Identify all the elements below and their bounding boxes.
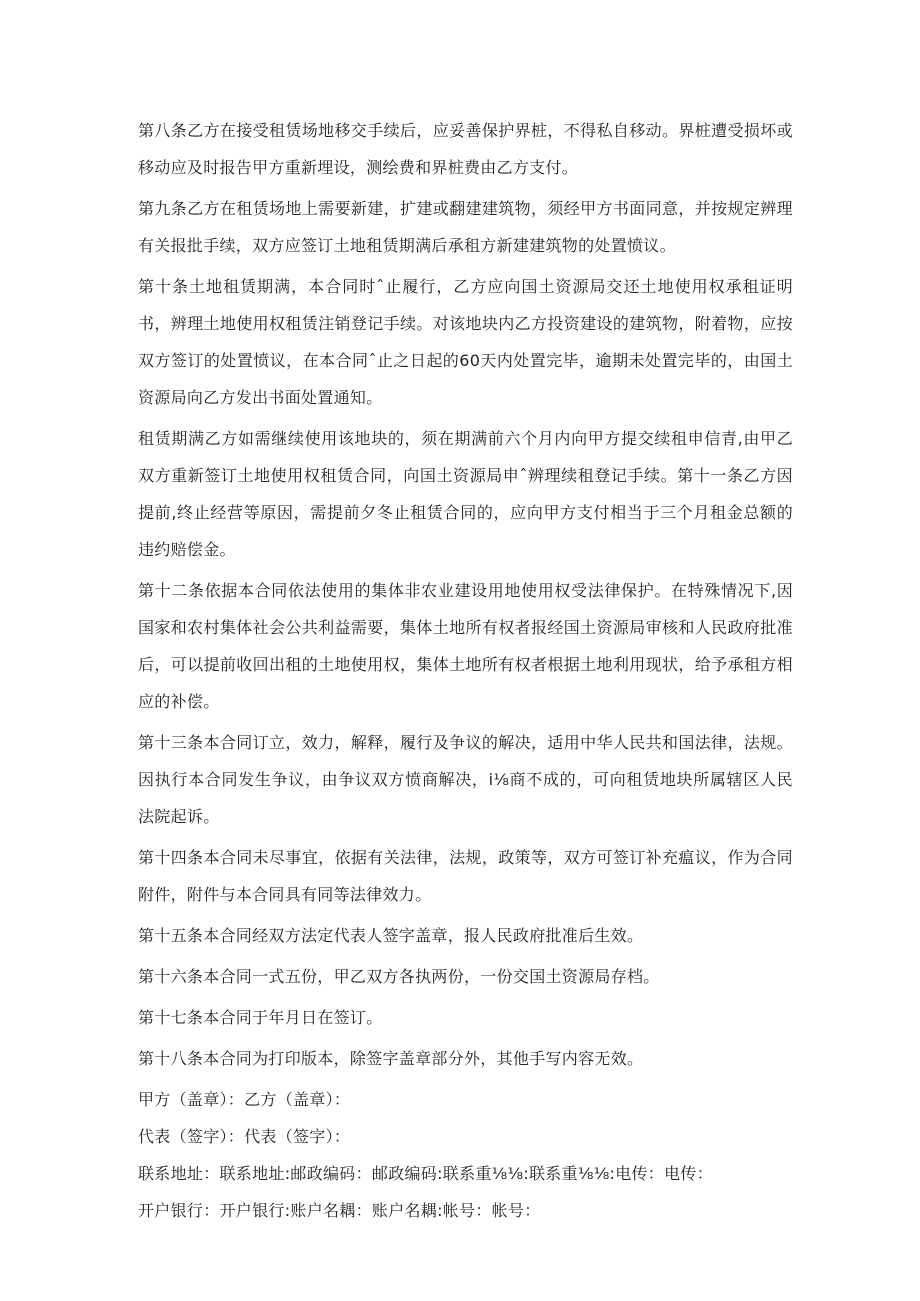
clause-15: 第十五条本合同经双方法定代表人签字盖章，报人民政府批准后生效。 — [138, 926, 644, 945]
contact-line: 联系地址：联系地址:邮政编码：邮政编码:联系重⅛⅛:联系重⅛⅛:电传：电传： — [138, 1164, 713, 1183]
clause-9: 第九条乙方在租赁场地上需要新建，扩建或翻建建筑物，须经甲方书面同意，并按规定辨理有关报批手续，双方应签订土地租赁期满后承租方新建建筑物的处置愤议。 — [138, 199, 793, 255]
contract-body — [138, 112, 793, 1229]
clause-13: 第十三条本合同订立，效力，解释，履行及争议的解决，适用中华人民共和国法律，法规。因执行本合同发生争议，由争议双方愤商解决，i⅛商不成的，可向租赁地块所属辖区人民法院起诉。 — [138, 733, 793, 826]
bank-line: 开户银行：开户银行:账户名耦：账户名耦:帐号：帐号： — [138, 1201, 541, 1220]
clause-8: 第八条乙方在接受租赁场地移交手续后，应妥善保护界桩，不得私自移动。界桩遭受损坏或移动应及时报告甲方重新埋设，测绘费和界桩费由乙方支付。 — [138, 121, 793, 177]
clause-16: 第十六条本合同一式五份，甲乙双方各执两份，一份交国土资源局存档。 — [138, 967, 660, 986]
clause-10: 第十条土地租赁期满，本合同时ˆ止履行，乙方应向国土资源局交还土地使用权承租证明书，辨理土地使用权租赁注销登记手续。对该地块内乙方投资建设的建筑物，附着物，应按双方签订的处置愤议，在本合同ˆ止之日起的60天内处置完毕，逾期未处置完毕的，由国土资源局向乙方发出书面处置通知。 — [138, 277, 793, 407]
clause-renewal-11: 租赁期满乙方如需继续使用该地块的，须在期满前六个月内向甲方提交续租申信青,由甲乙双方重新签订土地使用权租赁合同，向国土资源局申ˆ辨理续租登记手续。第十一条乙方因提前,终止经营等原因，需提前夕冬止租赁合同的，应向甲方支付相当于三个月租金总额的违约赔偿金。 — [138, 429, 793, 559]
signature-line: 代表（签字）：代表（签字）： — [138, 1127, 351, 1146]
clause-12: 第十二条依据本合同依法使用的集体非农业建设用地使用权受法律保护。在特殊情况下,因国家和农村集体社会公共利益需要，集体土地所有权者报经国土资源局审核和人民政府批准后，可以提前收回出租的土地使用权，集体土地所有权者根据土地利用现状，给予承租方相应的补偿。 — [138, 581, 793, 711]
clause-17: 第十七条本合同于年月日在签订。 — [138, 1008, 383, 1027]
clause-18: 第十八条本合同为打印版本，除签字盖章部分外，其他手写内容无效。 — [138, 1049, 644, 1068]
clause-14: 第十四条本合同未尽事宜，依据有关法律，法规，政策等，双方可签订补充瘟议，作为合同附件，附件与本合同具有同等法律效力。 — [138, 848, 793, 904]
seal-line: 甲方（盖章）：乙方（盖章）： — [138, 1090, 351, 1109]
